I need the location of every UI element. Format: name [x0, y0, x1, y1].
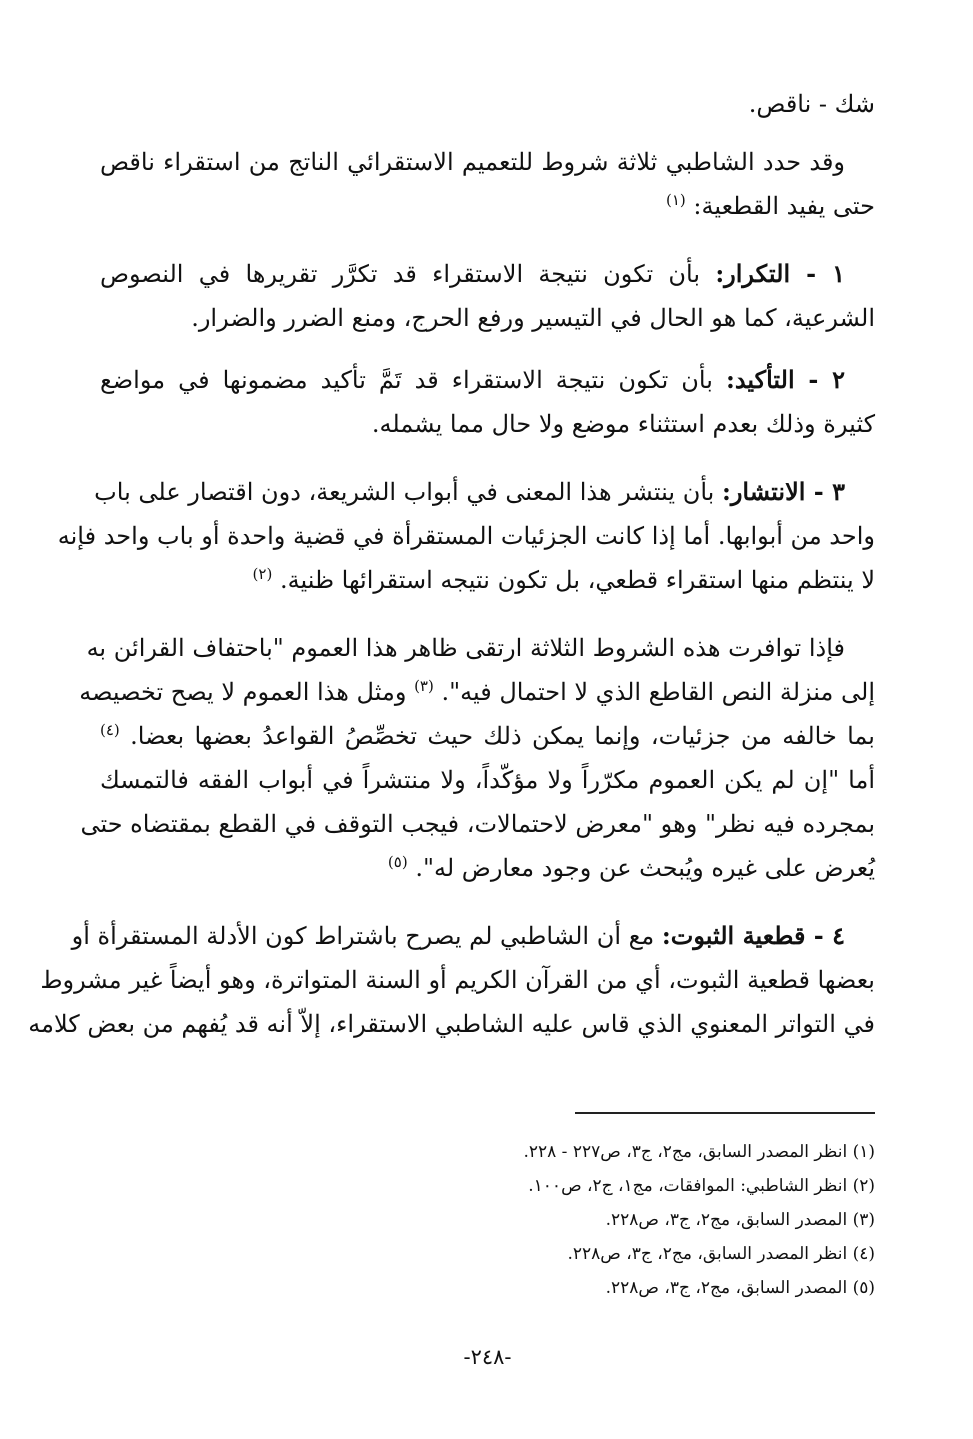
footnote: (٣) المصدر السابق، مج٢، ج٣، ص٢٢٨.: [605, 1210, 875, 1230]
footnote-ref: (٢): [252, 565, 273, 583]
text-line: [100, 142, 845, 182]
page-number: -٢٤٨-: [463, 1345, 512, 1369]
text-line: [100, 84, 875, 124]
list-item-authenticity: [71, 916, 845, 956]
document-page: [28, 70, 875, 1400]
text-line: [100, 186, 875, 229]
footnote: (٥) المصدر السابق، مج٢، ج٣، ص٢٢٨.: [605, 1278, 875, 1298]
list-item-confirmation: [100, 360, 845, 400]
text-span: ومثل هذا العموم لا يصح تخصيصه: [79, 678, 407, 706]
text-line: [100, 760, 875, 800]
text-span: يُعرض على غيره ويُبحث عن وجود معارض له".: [415, 854, 875, 882]
item-label: ٣ - الانتشار:: [721, 477, 845, 506]
text-span: واحد من أبوابها. أما إذا كانت الجزئيات المستقرأة في قضية واحدة أو باب واحد فإنه: [57, 522, 875, 550]
text-line: [100, 404, 875, 444]
text-span: فإذا توافرت هذه الشروط الثلاثة ارتقى ظاهر هذا العموم "باحتفاف القرائن به: [86, 634, 845, 662]
item-label: ٢ - التأكيد:: [725, 365, 845, 394]
text-line: [86, 628, 845, 668]
text-span: وقد حدد الشاطبي ثلاثة شروط للتعميم الاستقرائي الناتج من استقراء ناقص: [100, 148, 846, 176]
text-span: بعضها قطعية الثبوت، أي من القرآن الكريم أو السنة المتواترة، وهو أيضاً غير مشروط: [40, 966, 875, 994]
item-label: ٤ - قطعية الثبوت:: [661, 921, 845, 950]
text-span: حتى يفيد القطعية:: [693, 192, 875, 220]
text-line: [100, 560, 875, 603]
footnote-divider: [575, 1112, 875, 1114]
footnote-ref: (٤): [100, 721, 120, 739]
text-line: [28, 1004, 875, 1044]
list-item-spread: [94, 472, 845, 512]
footnote-ref: (٥): [387, 853, 408, 871]
text-span: مع أن الشاطبي لم يصرح باشتراط كون الأدلة المستقرأة أو: [71, 922, 655, 950]
text-line: [80, 804, 875, 844]
text-span: أما "إن لم يكن العموم مكرّراً ولا مؤكّداً، ولا منتشراً في أبواب الفقه فالتمسك: [100, 766, 875, 794]
text-span: لا ينتظم منها استقراء قطعي، بل تكون نتيجه استقرائها ظنية.: [279, 566, 875, 594]
text-span: في التواتر المعنوي الذي قاس عليه الشاطبي الاستقراء، إلاّ أنه قد يُفهم من بعض كلامه: [28, 1010, 875, 1038]
footnote: (٤) انظر المصدر السابق، مج٢، ج٣، ص٢٢٨.: [567, 1244, 875, 1264]
text-line: [57, 516, 875, 556]
text-line: [100, 848, 875, 891]
footnote: (١) انظر المصدر السابق، مج٢، ج٣، ص٢٢٧ - ٢٢٨.: [523, 1142, 875, 1162]
text-span: شك - ناقص.: [748, 90, 875, 118]
footnote-ref: (٣): [414, 677, 434, 695]
text-span: بما خالفه من جزئيات، وإنما يمكن ذلك حيث تخصِّصُ القواعدُ بعضها بعضا.: [130, 722, 875, 750]
text-line: [100, 298, 875, 338]
footnote-ref: (١): [665, 191, 686, 209]
text-line: [79, 672, 875, 715]
list-item-repetition: [100, 254, 845, 294]
text-span: بأن تكون نتيجة الاستقراء قد تَمَّ تأكيد مضمونها في مواضع: [100, 366, 713, 394]
item-label: ١ - التكرار:: [715, 259, 845, 288]
text-span: الشرعية، كما هو الحال في التيسير ورفع الحرج، ومنع الضرر والضرار.: [191, 304, 875, 332]
footnote: (٢) انظر الشاطبي: الموافقات، مج١، ج٢، ص١٠٠.: [528, 1176, 875, 1196]
text-span: كثيرة وذلك بعدم استثناء موضع ولا حال مما يشمله.: [371, 410, 875, 438]
text-line: [100, 716, 875, 759]
text-span: بأن تكون نتيجة الاستقراء قد تكرَّر تقريرها في النصوص: [100, 260, 701, 288]
text-span: بمجرده فيه نظر" وهو "معرض لاحتمالات، فيجب التوقف في القطع بمقتضاه حتى: [80, 810, 875, 838]
text-line: [40, 960, 875, 1000]
text-span: بأن ينتشر هذا المعنى في أبواب الشريعة، دون اقتصار على باب: [94, 478, 715, 506]
text-span: إلى منزلة النص القاطع الذي لا احتمال فيه".: [441, 678, 875, 706]
